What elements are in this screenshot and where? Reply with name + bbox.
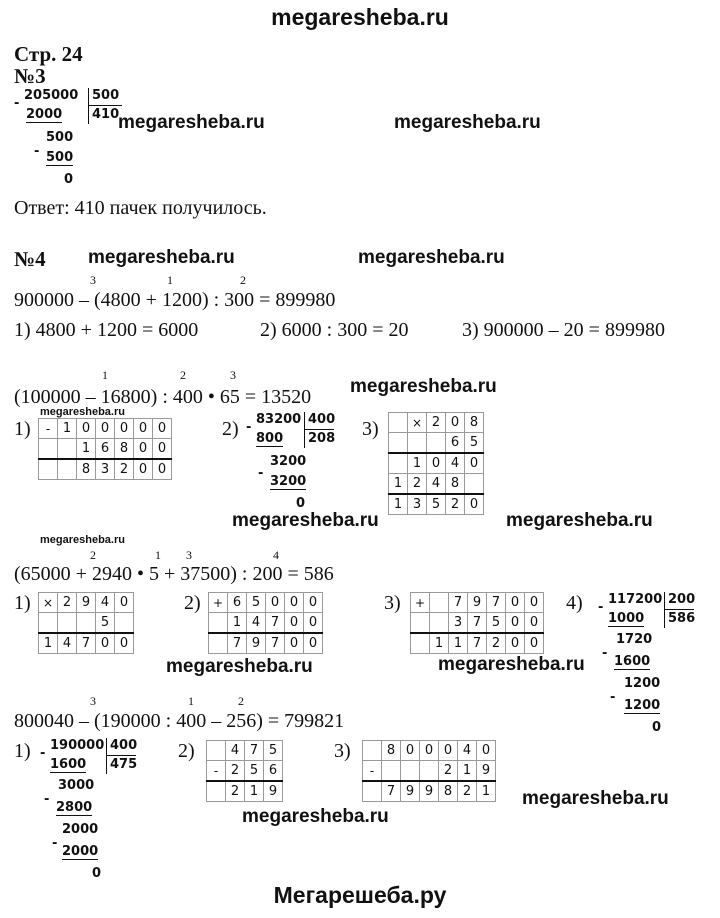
ex2-expression: (100000 – 16800) : 400 • 65 = 13520 xyxy=(14,386,312,408)
quotient: 410 xyxy=(92,107,120,122)
ex2-long-division: - 83200 400 208 800 3200 - 3200 0 xyxy=(246,412,336,511)
op-sign: - xyxy=(39,419,58,439)
ex4-expression: 800040 – (190000 : 400 – 256) = 799821 xyxy=(14,710,345,732)
ex4-label-2: 2) xyxy=(178,740,195,762)
footer-title: Мегарешеба.ру xyxy=(273,882,447,908)
task3-label: №3 xyxy=(14,64,46,88)
ex1-step-3: 3) 900000 – 20 = 899980 xyxy=(462,319,665,341)
watermark: megaresheba.ru xyxy=(88,247,235,268)
order-mark: 3 xyxy=(90,694,96,708)
ex3-label-2: 2) xyxy=(184,592,201,614)
ex3-label-1: 1) xyxy=(14,592,31,614)
site-title: megaresheba.ru xyxy=(271,4,449,30)
subtrahend-1: 2000 xyxy=(26,107,63,122)
ex3-expression: (65000 + 2940 • 5 + 37500) : 200 = 586 xyxy=(14,563,334,585)
order-mark: 3 xyxy=(230,368,236,382)
ex3-label-3: 3) xyxy=(384,592,401,614)
watermark-small: megaresheba.ru xyxy=(40,534,125,546)
order-mark: 2 xyxy=(240,273,246,287)
ex3-multiplication-grid: × 2 9 4 0 5 1 4 7 0 0 xyxy=(38,592,134,654)
ex1-expression: 900000 – (4800 + 1200) : 300 = 899980 xyxy=(14,289,336,311)
task4-label: №4 xyxy=(14,247,46,271)
ex3-label-4: 4) xyxy=(566,592,583,614)
remainder-2: 0 xyxy=(64,172,74,187)
divisor: 500 xyxy=(92,88,120,103)
watermark: megaresheba.ru xyxy=(522,788,669,809)
ex4-subtraction-grid-2: 8 0 0 0 4 0 - 2 1 9 7 9 9 8 2 1 xyxy=(362,740,496,802)
order-mark: 2 xyxy=(180,368,186,382)
dividend: 205000 xyxy=(24,88,79,103)
watermark-small: megaresheba.ru xyxy=(40,406,125,418)
ex2-subtraction-grid: - 1 0 0 0 0 0 1 6 8 0 0 8 3 2 0 0 xyxy=(38,418,172,480)
watermark: megaresheba.ru xyxy=(358,247,505,268)
watermark: megaresheba.ru xyxy=(166,656,313,677)
ex4-long-division: - 190000 400 475 1600 3000 - 2800 2000 - 2000 0 xyxy=(40,738,138,881)
order-mark: 2 xyxy=(238,694,244,708)
ex4-subtraction-grid-1: 4 7 5 - 2 5 6 2 1 9 xyxy=(206,740,283,802)
subtrahend-2: 500 xyxy=(46,150,74,165)
ex2-label-3: 3) xyxy=(362,418,379,440)
order-mark: 3 xyxy=(90,273,96,287)
ex2-label-2: 2) xyxy=(222,418,239,440)
ex2-label-1: 1) xyxy=(14,418,31,440)
watermark: megaresheba.ru xyxy=(242,806,389,827)
order-mark: 1 xyxy=(188,694,194,708)
watermark: megaresheba.ru xyxy=(438,654,585,675)
order-mark: 4 xyxy=(273,548,279,562)
task3-long-division: - 205000 500 410 2000 500 - 500 0 xyxy=(18,88,138,188)
order-mark: 1 xyxy=(155,548,161,562)
ex3-addition-grid-2: + 7 9 7 0 0 3 7 5 0 0 1 1 7 2 0 0 xyxy=(410,592,544,654)
ex3-long-division: - 117200 200 586 1000 1720 - 1600 1200 - 1200 0 xyxy=(598,592,696,735)
order-mark: 1 xyxy=(102,368,108,382)
watermark: megaresheba.ru xyxy=(118,112,265,133)
ex4-label-3: 3) xyxy=(334,740,351,762)
ex1-step-2: 2) 6000 : 300 = 20 xyxy=(260,319,409,341)
page-reference: Стр. 24 xyxy=(14,42,83,66)
ex1-step-1: 1) 4800 + 1200 = 6000 xyxy=(14,319,199,341)
remainder-1: 500 xyxy=(46,130,74,145)
watermark: megaresheba.ru xyxy=(394,112,541,133)
watermark: megaresheba.ru xyxy=(506,510,653,531)
order-mark: 1 xyxy=(167,273,173,287)
ex2-multiplication-grid: × 2 0 8 6 5 1 0 4 0 1 2 4 8 1 3 5 2 0 xyxy=(388,412,484,515)
watermark: megaresheba.ru xyxy=(232,510,379,531)
ex3-addition-grid-1: + 6 5 0 0 0 1 4 7 0 0 7 9 7 0 0 xyxy=(208,592,323,654)
ex4-label-1: 1) xyxy=(14,740,31,762)
watermark: megaresheba.ru xyxy=(350,376,497,397)
order-mark: 2 xyxy=(90,548,96,562)
order-mark: 3 xyxy=(186,548,192,562)
task3-answer: Ответ: 410 пачек получилось. xyxy=(14,197,267,219)
